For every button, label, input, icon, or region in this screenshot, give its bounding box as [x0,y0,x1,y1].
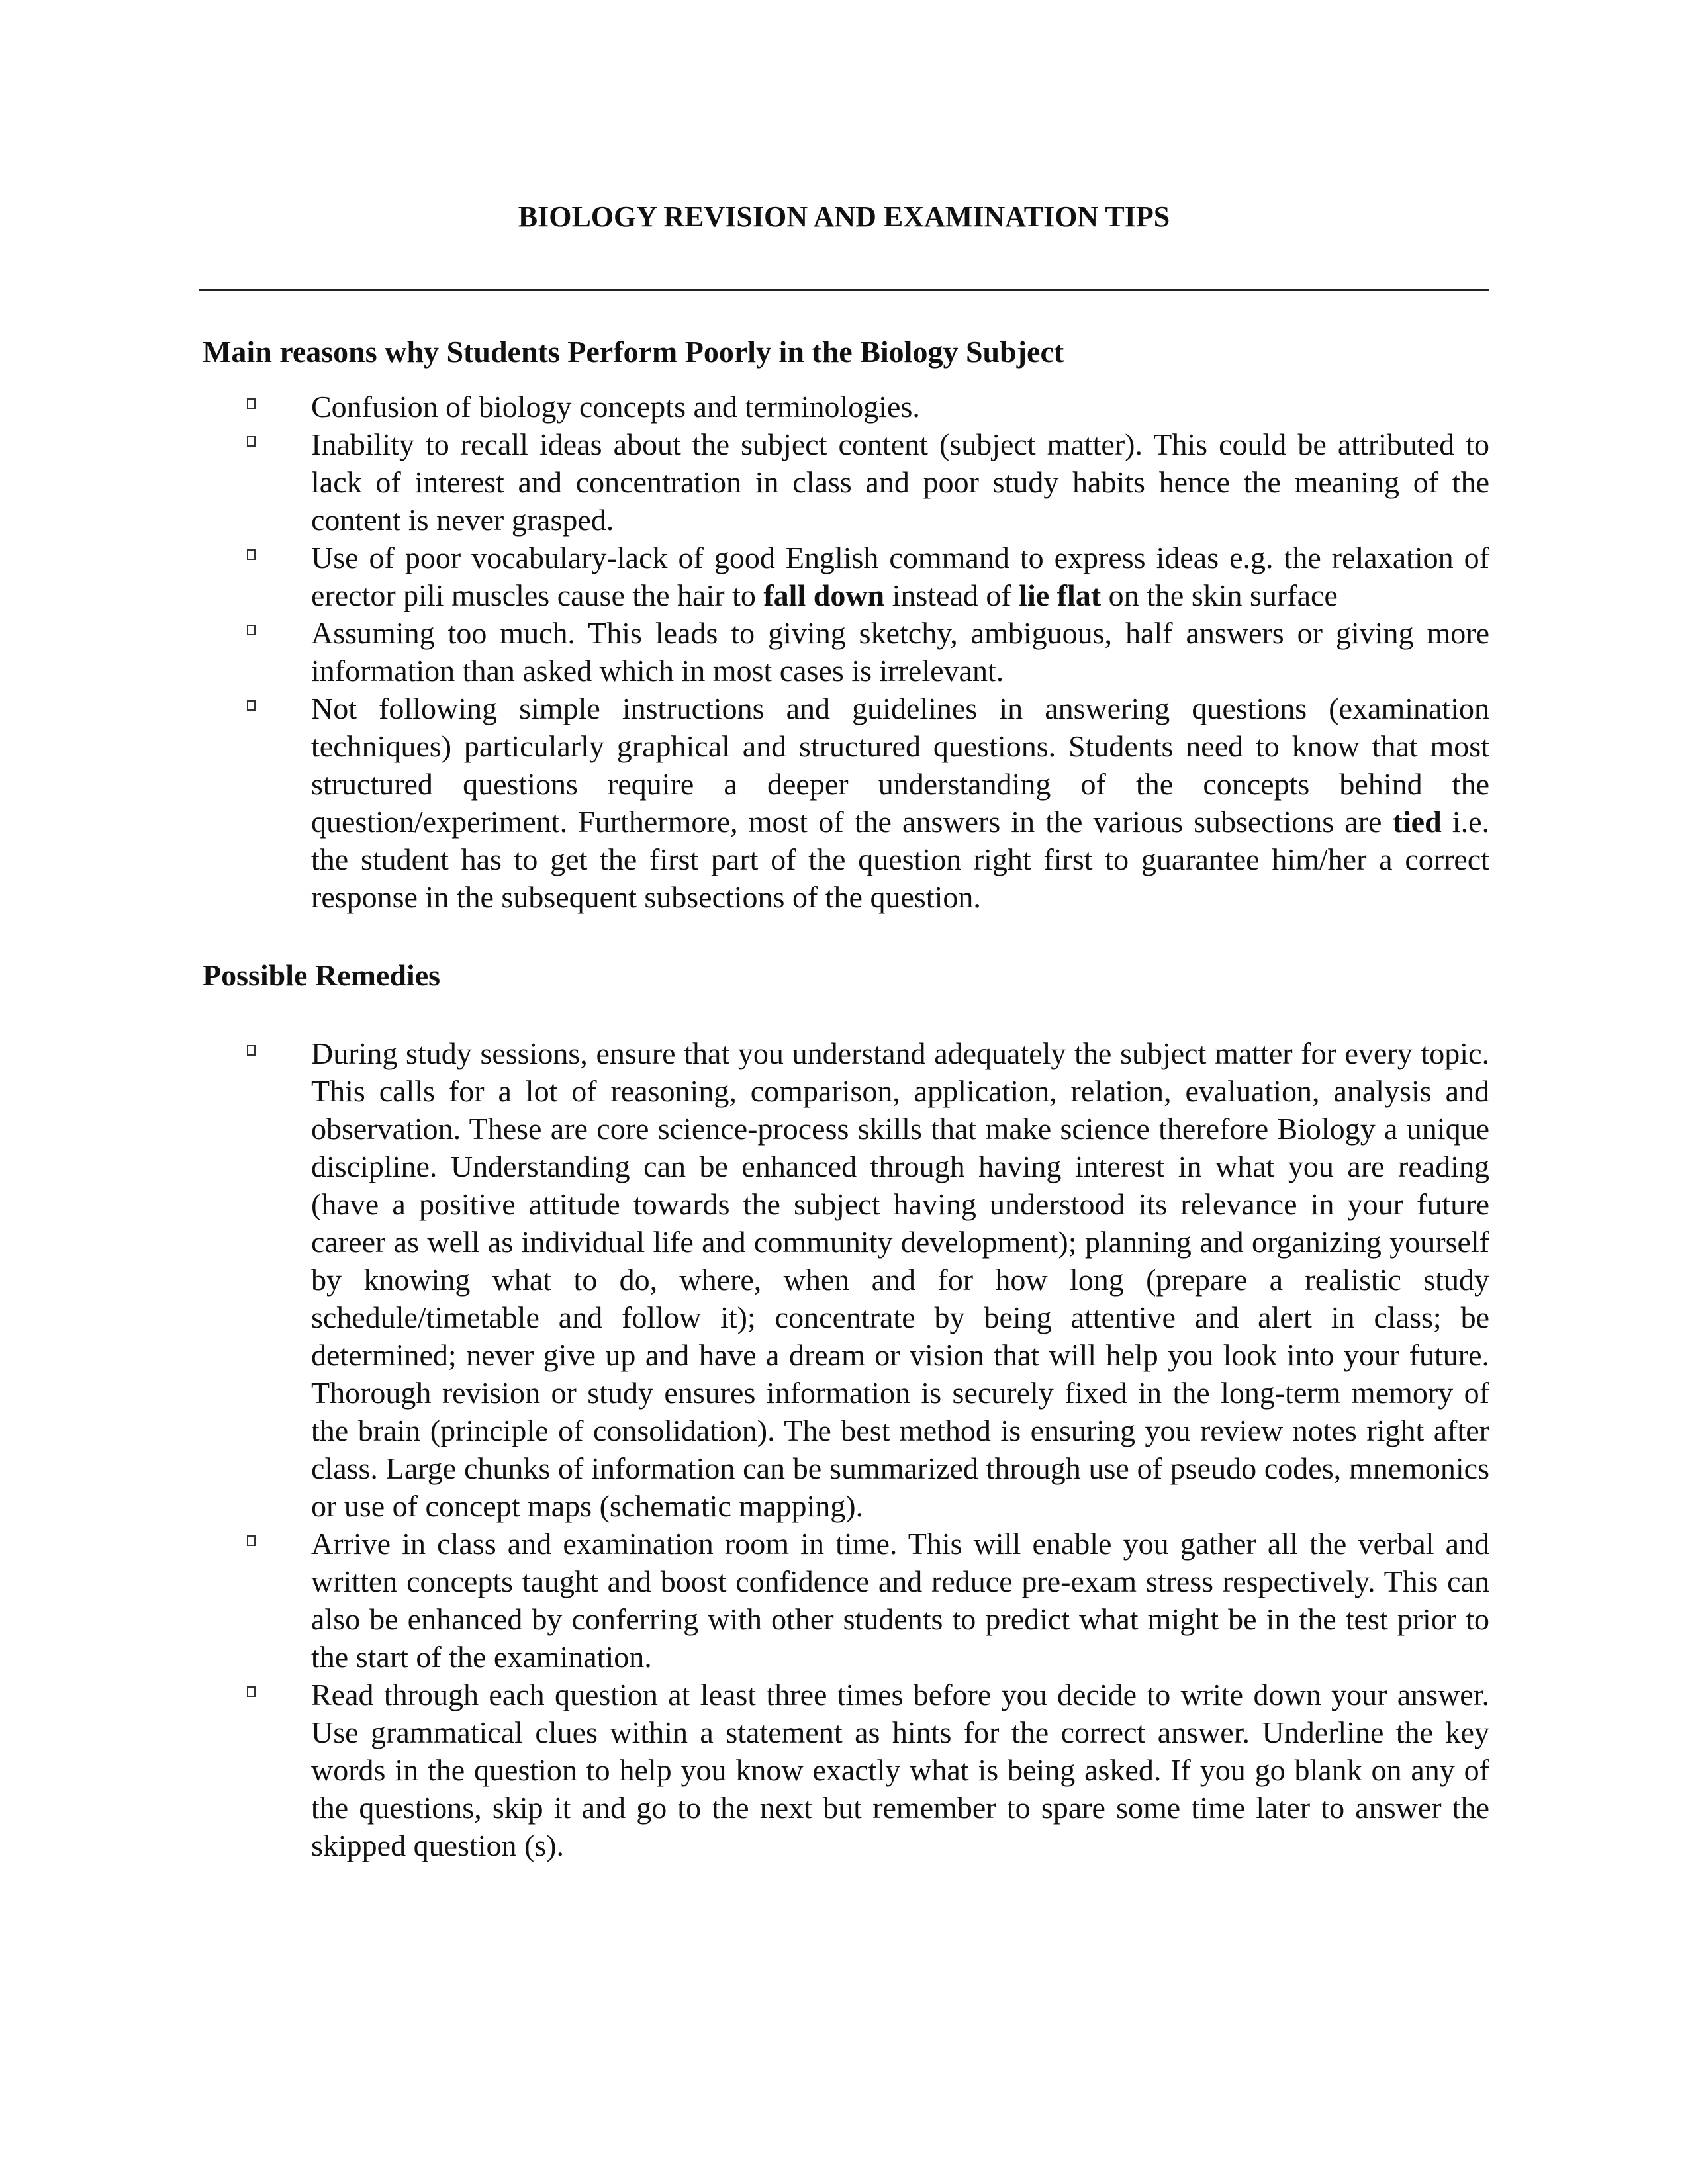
square-bullet-icon [247,1535,256,1546]
square-bullet-icon [247,549,256,560]
list-item [311,388,1489,426]
item-text: Use of poor vocabulary-lack of good English command to express ideas e.g. the relaxation of erector pili muscles cause the hair to [311,541,1489,612]
list-item [311,690,1489,916]
list-item [311,1034,1489,1525]
square-bullet-icon [247,436,256,447]
remedies-list [0,1034,1688,1864]
square-bullet-icon [247,700,256,711]
square-bullet-icon [247,625,256,635]
main-reasons-list [0,388,1688,916]
bold-term: lie flat [1019,578,1102,612]
item-text: Confusion of biology concepts and terminologies. [311,390,920,424]
item-text: Not following simple instructions and guidelines in answering questions (examination techniques) particularly graphical and structured questions. Students need to know that most structured questions require a deeper understanding of the concepts behind the question/experiment. Furthermore, most of the answers in the various subsections are [311,692,1489,839]
bold-term: tied [1392,805,1442,839]
title-divider [199,289,1489,291]
square-bullet-icon [247,1045,256,1056]
list-item [311,614,1489,690]
page-title: BIOLOGY REVISION AND EXAMINATION TIPS [518,201,1170,233]
item-text: Arrive in class and examination room in time. This will enable you gather all the verbal and written concepts taught and boost confidence and reduce pre-exam stress respectively. This can also be enhanced by conferring with other students to predict what might be in the test prior to the start of the examination. [311,1527,1489,1674]
item-text: Assuming too much. This leads to giving sketchy, ambiguous, half answers or giving more information than asked which in most cases is irrelevant. [311,616,1489,688]
item-text: Inability to recall ideas about the subject content (subject matter). This could be attributed to lack of interest and concentration in class and poor study habits hence the meaning of the content is never grasped. [311,428,1489,537]
list-item [311,1525,1489,1676]
list-item [311,426,1489,539]
item-text: During study sessions, ensure that you understand adequately the subject matter for every topic. This calls for a lot of reasoning, comparison, application, relation, evaluation, analysis and observation. These are core science-process skills that make science therefore Biology a unique discipline. Understanding can be enhanced through having interest in what you are reading (have a positive attitude towards the subject having understood its relevance in your future career as well as individual life and community development); planning and organizing yourself by knowing what to do, where, when and for how long (prepare a realistic study schedule/timetable and follow it); concentrate by being attentive and alert in class; be determined; never give up and have a dream or vision that will help you look into your future. Thorough revision or study ensures information is securely fixed in the long-term memory of the brain (principle of consolidation). The best method is ensuring you review notes right after class. Large chunks of information can be summarized through use of pseudo codes, mnemonics or use of concept maps (schematic mapping). [311,1036,1489,1523]
item-text: i.e. the student has to get the first part of the question right first to guarantee him/her a correct response in the subsequent subsections of the question. [311,805,1489,914]
section-heading-main-reasons: Main reasons why Students Perform Poorly in the Biology Subject [203,335,1064,369]
bold-term: fall down [763,578,885,612]
list-item [311,539,1489,614]
square-bullet-icon [247,398,256,409]
list-item [311,1676,1489,1864]
square-bullet-icon [247,1686,256,1697]
item-text: on the skin surface [1101,578,1338,612]
item-text: instead of [884,578,1019,612]
item-text: Read through each question at least three times before you decide to write down your answer. Use grammatical clues within a statement as hints for the correct answer. Underline the key words in the question to help you know exactly what is being asked. If you go blank on any of the questions, skip it and go to the next but remember to spare some time later to answer the skipped question (s). [311,1678,1489,1862]
section-heading-possible-remedies: Possible Remedies [203,958,441,992]
